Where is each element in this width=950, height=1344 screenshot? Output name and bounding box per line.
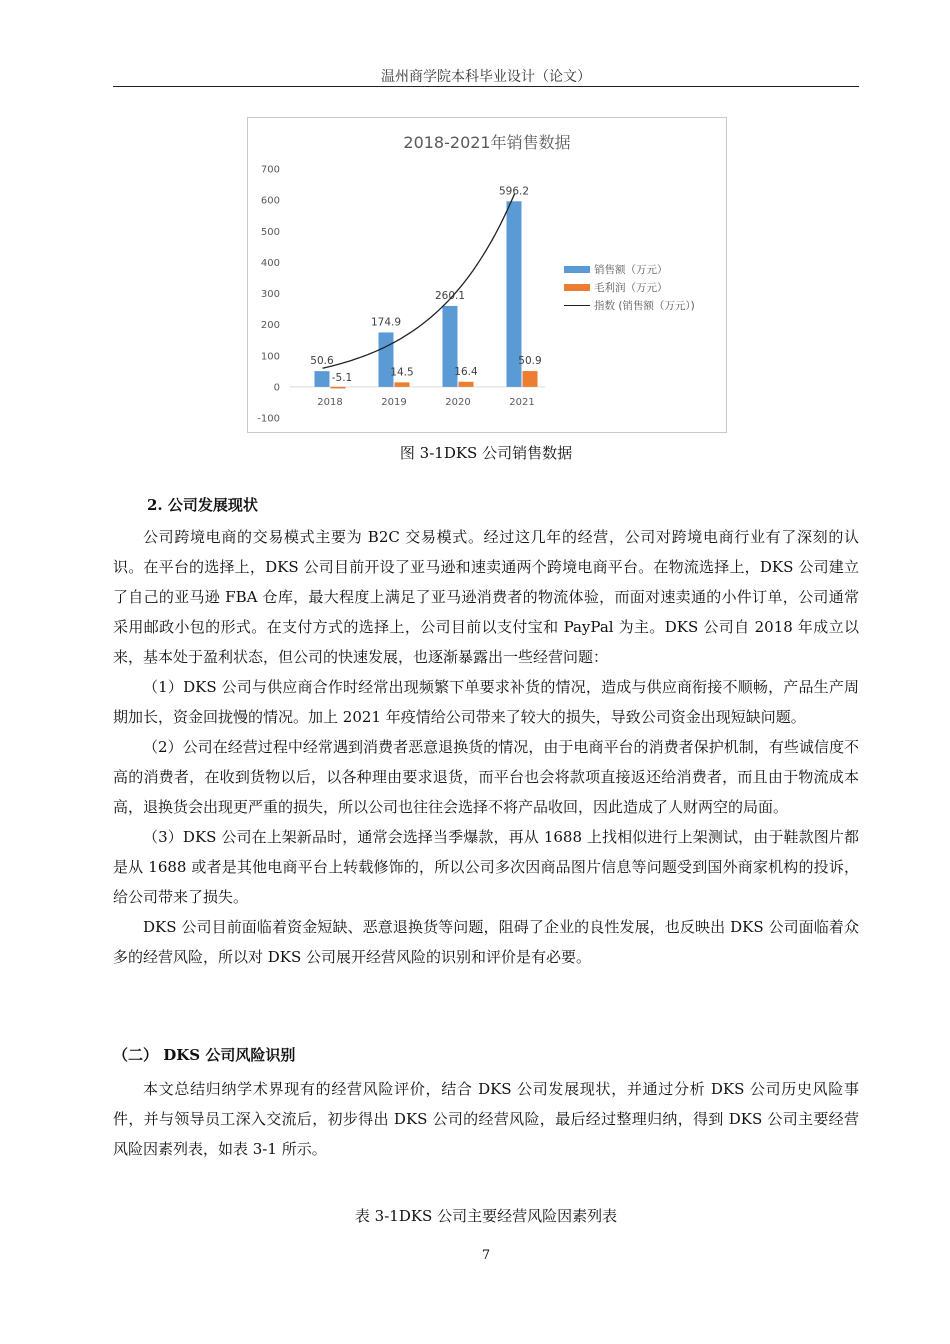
table-caption: 表 3-1DKS 公司主要经营风险因素列表 <box>354 1207 618 1225</box>
y-tick-label: 200 <box>260 320 280 332</box>
y-tick-label: 600 <box>260 195 280 207</box>
bar-profit <box>331 387 346 389</box>
section-heading-risk: （二） DKS 公司风险识别 <box>113 1046 296 1064</box>
legend-swatch-sales <box>564 266 590 273</box>
bar-profit <box>523 371 538 387</box>
x-tick-label: 2019 <box>381 397 407 408</box>
data-label-profit: 16.4 <box>454 365 478 378</box>
data-label-profit: 14.5 <box>390 366 414 379</box>
data-label-profit: -5.1 <box>331 371 353 384</box>
bar-sales <box>315 371 330 387</box>
legend-item-trend <box>564 296 695 314</box>
paragraph: （3）DKS 公司在上架新品时，通常会选择当季爆款，再从 1688 上找相似进行上架测试，由于鞋款图片都是从 1688 或者是其他电商平台上转载修饰的，所以公司多次因商品图片信息等问题受到国外商家机构的投诉，给公司带来了损失。 <box>113 828 859 906</box>
data-label-sales: 260.1 <box>434 289 466 302</box>
paragraph: （2）公司在经营过程中经常遇到消费者恶意退换货的情况，由于电商平台的消费者保护机制，有些诚信度不高的消费者，在收到货物以后，以各种理由要求退货，而平台也会将款项直接返还给消费者，而且由于物流成本高，退换货会出现更严重的损失，所以公司也往往会选择不将产品收回，因此造成了人财两空的局面。 <box>113 738 859 816</box>
y-tick-label: 700 <box>260 164 280 176</box>
y-tick-label: 0 <box>273 382 280 394</box>
legend-swatch-profit <box>564 284 590 291</box>
legend-label-profit: 毛利润（万元） <box>594 281 668 294</box>
legend-swatch-trend <box>564 305 590 306</box>
x-tick-label: 2018 <box>317 397 343 408</box>
legend-label-sales: 销售额（万元） <box>594 263 668 276</box>
paragraph: 本文总结归纳学术界现有的经营风险评价，结合 DKS 公司发展现状，并通过分析 DKS 公司历史风险事件，并与领导员工深入交流后，初步得出 DKS 公司的经营风险，最后经过整理归纳，得到 DKS 公司主要经营风险因素列表，如表 3-1 所示。 <box>113 1080 859 1158</box>
bar-profit <box>459 382 474 387</box>
y-tick-label: -100 <box>257 413 280 425</box>
section-body-risk <box>113 1074 859 1164</box>
legend-item-sales <box>564 260 695 278</box>
data-label-profit: 50.9 <box>518 355 542 368</box>
data-label-sales: 596.2 <box>498 185 530 198</box>
paragraph: 公司跨境电商的交易模式主要为 B2C 交易模式。经过这几年的经营，公司对跨境电商行业有了深刻的认识。在平台的选择上，DKS 公司目前开设了亚马逊和速卖通两个跨境电商平台。在物流选择上，DKS 公司建立了自己的亚马逊 FBA 仓库，最大程度上满足了亚马逊消费者的物流体验，而面对速卖通的小件订单，公司通常采用邮政小包的形式。在支付方式的选择上，公司目前以支付宝和 PayPal 为主。DKS 公司自 2018 年成立以来，基本处于盈利状态，但公司的快速发展，也逐渐暴露出一些经营问题： <box>113 528 859 666</box>
chart-title: 2018-2021年销售数据 <box>403 133 571 152</box>
data-label-sales: 50.6 <box>310 355 334 368</box>
legend-item-profit <box>564 278 695 296</box>
chart-legend <box>564 260 695 314</box>
figure-caption: 图 3-1DKS 公司销售数据 <box>399 444 573 462</box>
paragraph: DKS 公司目前面临着资金短缺、恶意退换货等问题，阻碍了企业的良性发展，也反映出 DKS 公司面临着众多的经营风险，所以对 DKS 公司展开经营风险的识别和评价是有必要。 <box>113 918 859 966</box>
section-heading-development: 2. 公司发展现状 <box>147 496 258 514</box>
y-tick-label: 400 <box>260 257 280 269</box>
legend-label-trend: 指数 (销售额（万元）) <box>594 299 695 312</box>
sales-chart <box>247 117 727 433</box>
y-tick-label: 300 <box>260 289 280 300</box>
y-tick-label: 100 <box>260 351 280 363</box>
trendline-exponential <box>323 194 515 368</box>
x-tick-label: 2021 <box>509 397 535 408</box>
x-tick-label: 2020 <box>445 397 471 408</box>
header-rule <box>113 86 859 87</box>
page-number: 7 <box>481 1248 491 1263</box>
paragraph: （1）DKS 公司与供应商合作时经常出现频繁下单要求补货的情况，造成与供应商衔接不顺畅，产品生产周期加长，资金回拢慢的情况。加上 2021 年疫情给公司带来了较大的损失，导致公司资金出现短缺问题。 <box>113 678 859 726</box>
bar-profit <box>395 382 410 387</box>
section-body-development <box>113 522 859 972</box>
bar-sales <box>379 332 394 386</box>
page-header: 温州商学院本科毕业设计（论文） <box>381 69 591 85</box>
y-tick-label: 500 <box>260 226 280 238</box>
data-label-sales: 174.9 <box>370 316 402 329</box>
